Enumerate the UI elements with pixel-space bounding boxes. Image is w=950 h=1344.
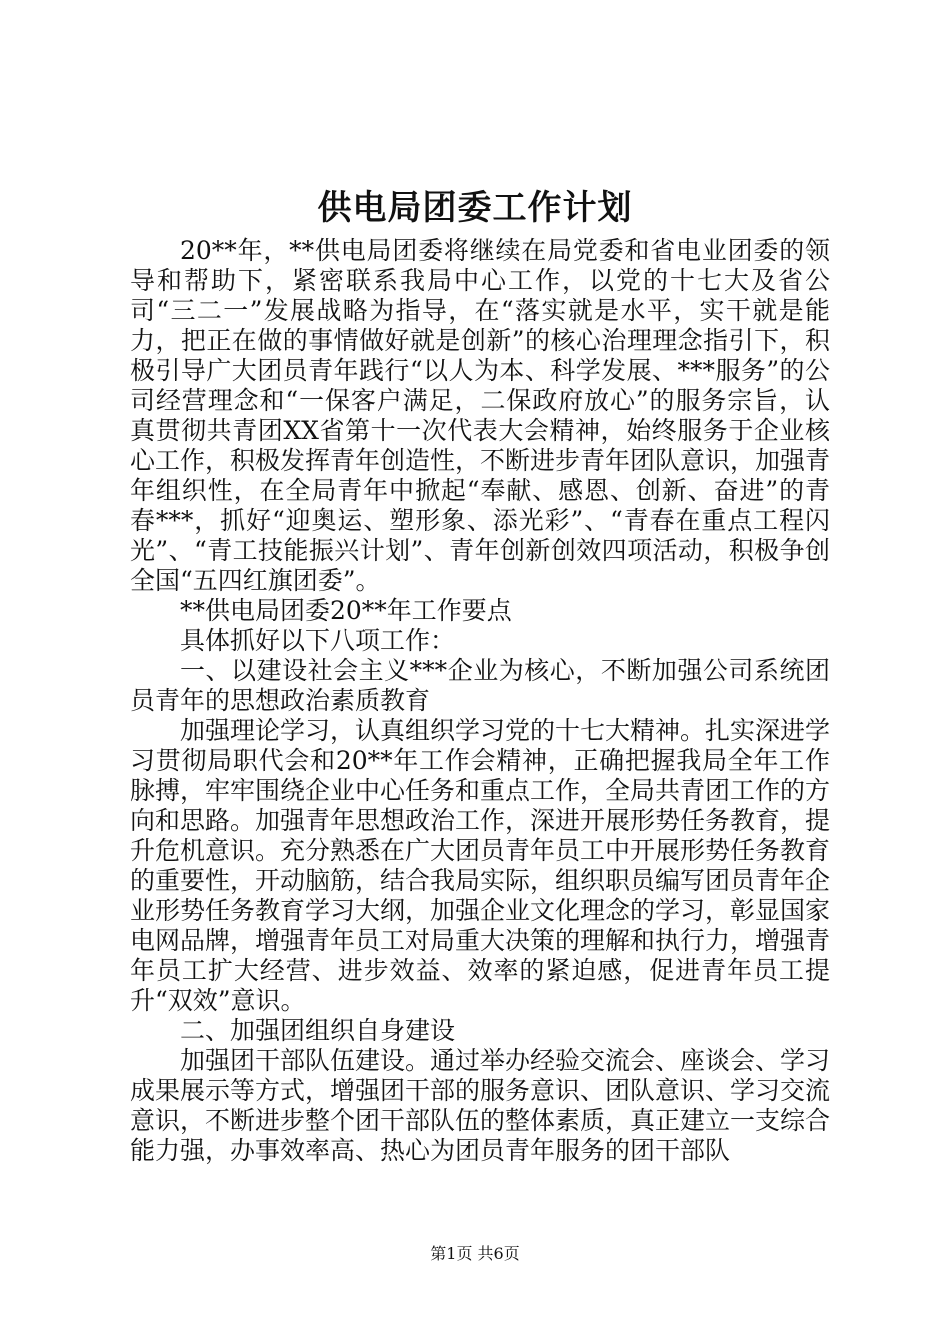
paragraph-eight-tasks: 具体抓好以下八项工作： [180,626,456,655]
section-heading-1: 一、以建设社会主义***企业为核心，不断加强公司系统团员青年的思想政治素质教育 [130,656,830,715]
paragraph-heading-key-points: **供电局团委20**年工作要点 [180,596,512,625]
paragraph-section-2: 加强团干部队伍建设。通过举办经验交流会、座谈会、学习成果展示等方式，增强团干部的服务意识、团队意识、学习交流意识，不断进步整个团干部队伍的整体素质，真正建立一支综合能力强，办事效率高、热心为团员青年服务的团干部队 [130,1046,831,1165]
page-number-footer: 第1页 共6页 [430,1244,520,1263]
section-heading-2: 二、加强团组织自身建设 [180,1016,456,1045]
paragraph-intro: 20**年，**供电局团委将继续在局党委和省电业团委的领导和帮助下，紧密联系我局中心工作，以党的十七大及省公司“三二一”发展战略为指导，在“落实就是水平，实干就是能力，把正在做的事情做好就是创新”的核心治理理念指引下，积极引导广大团员青年践行“以人为本、科学发展、***服务”的公司经营理念和“一保客户满足，二保政府放心”的服务宗旨，认真贯彻共青团XX省第十一次代表大会精神，始终服务于企业核心工作，积极发挥青年创造性，不断进步青年团队意识，加强青年组织性，在全局青年中掀起“奉献、感恩、创新、奋进”的青春***，抓好“迎奥运、塑形象、添光彩”、“青春在重点工程闪光”、“青工技能振兴计划”、青年创新创效四项活动，积极争创全国“五四红旗团委”。 [130,236,831,595]
document-body [130,236,830,1166]
paragraph-section-1: 加强理论学习，认真组织学习党的十七大精神。扎实深进学习贯彻局职代会和20**年工作会精神，正确把握我局全年工作脉搏，牢牢围绕企业中心任务和重点工作，全局共青团工作的方向和思路。加强青年思想政治工作，深进开展形势任务教育，提升危机意识。充分熟悉在广大团员青年员工中开展形势任务教育的重要性，开动脑筋，结合我局实际，组织职员编写团员青年企业形势任务教育学习大纲，加强企业文化理念的学习，彰显国家电网品牌，增强青年员工对局重大决策的理解和执行力，增强青年员工扩大经营、进步效益、效率的紧迫感，促进青年员工提升“双效”意识。 [130,716,831,1015]
document-title: 供电局团委工作计划 [317,188,633,228]
